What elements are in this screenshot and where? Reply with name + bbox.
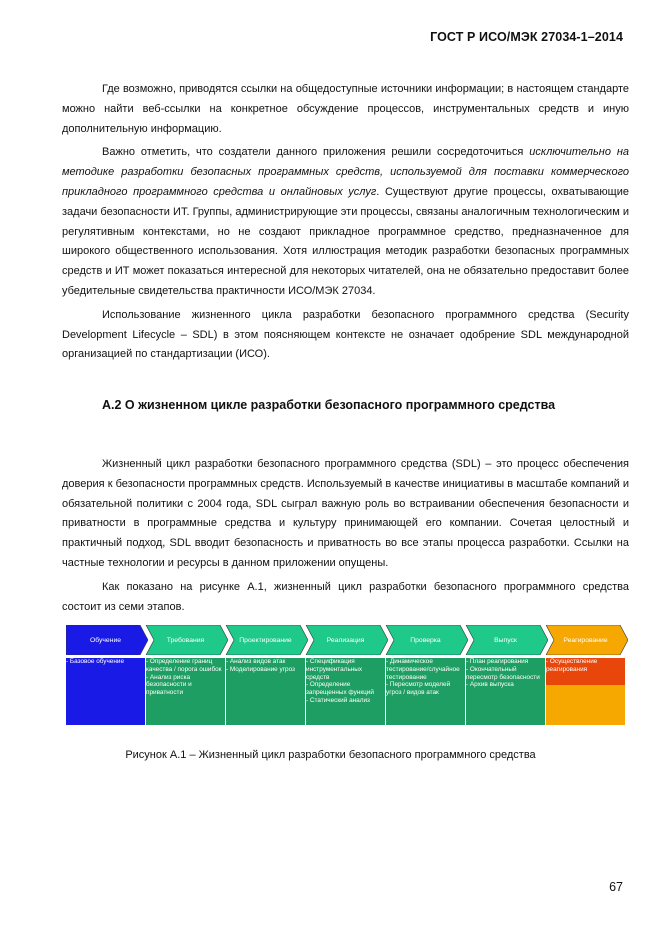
section-paragraph-2: Как показано на рисунке А.1, жизненный цикл разработки безопасного программного средства состоит из семи этапов. <box>62 580 629 613</box>
stage-activity: - Динамическое тестирование/случайное тестирование <box>386 658 460 681</box>
stage-1 <box>66 625 145 725</box>
section-heading: А.2 О жизненном цикле разработки безопасного программного средства <box>102 398 556 412</box>
stage-2 <box>146 625 225 725</box>
stage-label: Проверка <box>410 636 441 644</box>
emphasis-text: исключительно на методике разработки безопасных программных средств, используемой для поставки коммерческого прикладного программного средства и онлайновых услуг <box>62 146 630 198</box>
stage-activities <box>66 658 145 725</box>
stage-activity: - Осуществление реагирования <box>546 658 598 673</box>
section-paragraph-1: Жизненный цикл разработки безопасного программного средства (SDL) – это процесс обеспечения доверия к безопасности программных средств. Используемый в качестве инициативы в масштабе компаний и обязательной политики с 2004 года, SDL сыграл важную роль во встраивании обеспечения безопасности и приватности в программные средства и культуру принимающей его компании. Сочетая целостный и практичный подход, SDL вводит безопасность и приватность во все этапы процесса разработки. Ссылки на частные технологии и ресурсы в данном приложении опущены. <box>62 458 629 569</box>
stage-activities <box>226 658 305 725</box>
stage-label: Реализация <box>326 636 365 644</box>
stage-label: Требования <box>166 636 205 644</box>
stage-activity: - Определение границ качества / порога ошибок <box>146 658 222 673</box>
stage-activity: - Статический анализ <box>306 696 370 704</box>
stage-activities <box>146 658 225 725</box>
stage-4 <box>306 625 385 725</box>
stage-activities <box>386 658 465 725</box>
sdl-lifecycle-diagram <box>66 625 626 725</box>
stage-label: Реагирование <box>563 636 608 644</box>
document-header: ГОСТ Р ИСО/МЭК 27034-1–2014 <box>430 30 623 44</box>
stage-6 <box>466 625 545 725</box>
stage-activities <box>466 658 545 725</box>
stage-activity: - План реагирования <box>466 658 529 665</box>
stage-label: Выпуск <box>494 636 517 644</box>
stage-activity: - Окончательный пересмотр безопасности <box>466 665 540 681</box>
section-text <box>62 455 629 621</box>
paragraph-2: Важно отметить, что создатели данного приложения решили сосредоточиться исключительно на методике разработки безопасных программных средств, используемой для поставки коммерческого прикладного программного средства и онлайновых услуг. Существуют другие процессы, охватывающие задачи безопасности ИТ. Группы, администрирующие эти процессы, связаны аналогичным технологическим и регулятивным контекстами, но не создают прикладное программное средство, предназначенное для широкого общественного использования. Хотя иллюстрация методик разработки безопасных программных средств и ИТ может показаться интересной для некоторых читателей, она не обязательно предоставит более убедительные свидетельства практичности ИСО/МЭК 27034. <box>62 146 630 297</box>
stage-activity: - Анализ видов атак <box>226 658 286 665</box>
intro-text <box>62 80 629 369</box>
figure-caption: Рисунок А.1 – Жизненный цикл разработки безопасного программного средства <box>125 749 536 761</box>
stage-label: Проектирование <box>239 636 292 644</box>
stage-activity: - Спецификация инструментальных средств <box>306 658 363 681</box>
stage-label: Обучение <box>89 636 122 644</box>
stage-activity: - Определение запрещенных функций <box>306 681 374 697</box>
stage-3 <box>226 625 305 725</box>
paragraph-3: Использование жизненного цикла разработки безопасного программного средства (Security Development Lifecycle – SDL) в этом поясняющем контексте не означает одобрение SDL международной организацией по стандартизации (ИСО). <box>62 308 629 361</box>
stage-activity: - Архив выпуска <box>466 681 514 689</box>
stage-activities <box>546 658 625 725</box>
stage-activity: - Базовое обучение <box>66 658 125 665</box>
paragraph-1: Где возможно, приводятся ссылки на общедоступные источники информации; в настоящем стандарте можно найти веб-ссылки на конкретное обсуждение процессов, инструментальных средств и иную дополнительную информацию. <box>62 83 629 135</box>
stage-activity: - Пересмотр моделей угроз / видов атак <box>386 681 451 697</box>
stage-activity: - Моделирование угроз <box>226 665 295 673</box>
stage-activities <box>306 658 385 725</box>
stage-5 <box>386 625 465 725</box>
stage-7 <box>546 625 625 725</box>
page-number: 67 <box>609 880 623 894</box>
stage-activity: - Анализ риска безопасности и приватности <box>146 673 192 697</box>
